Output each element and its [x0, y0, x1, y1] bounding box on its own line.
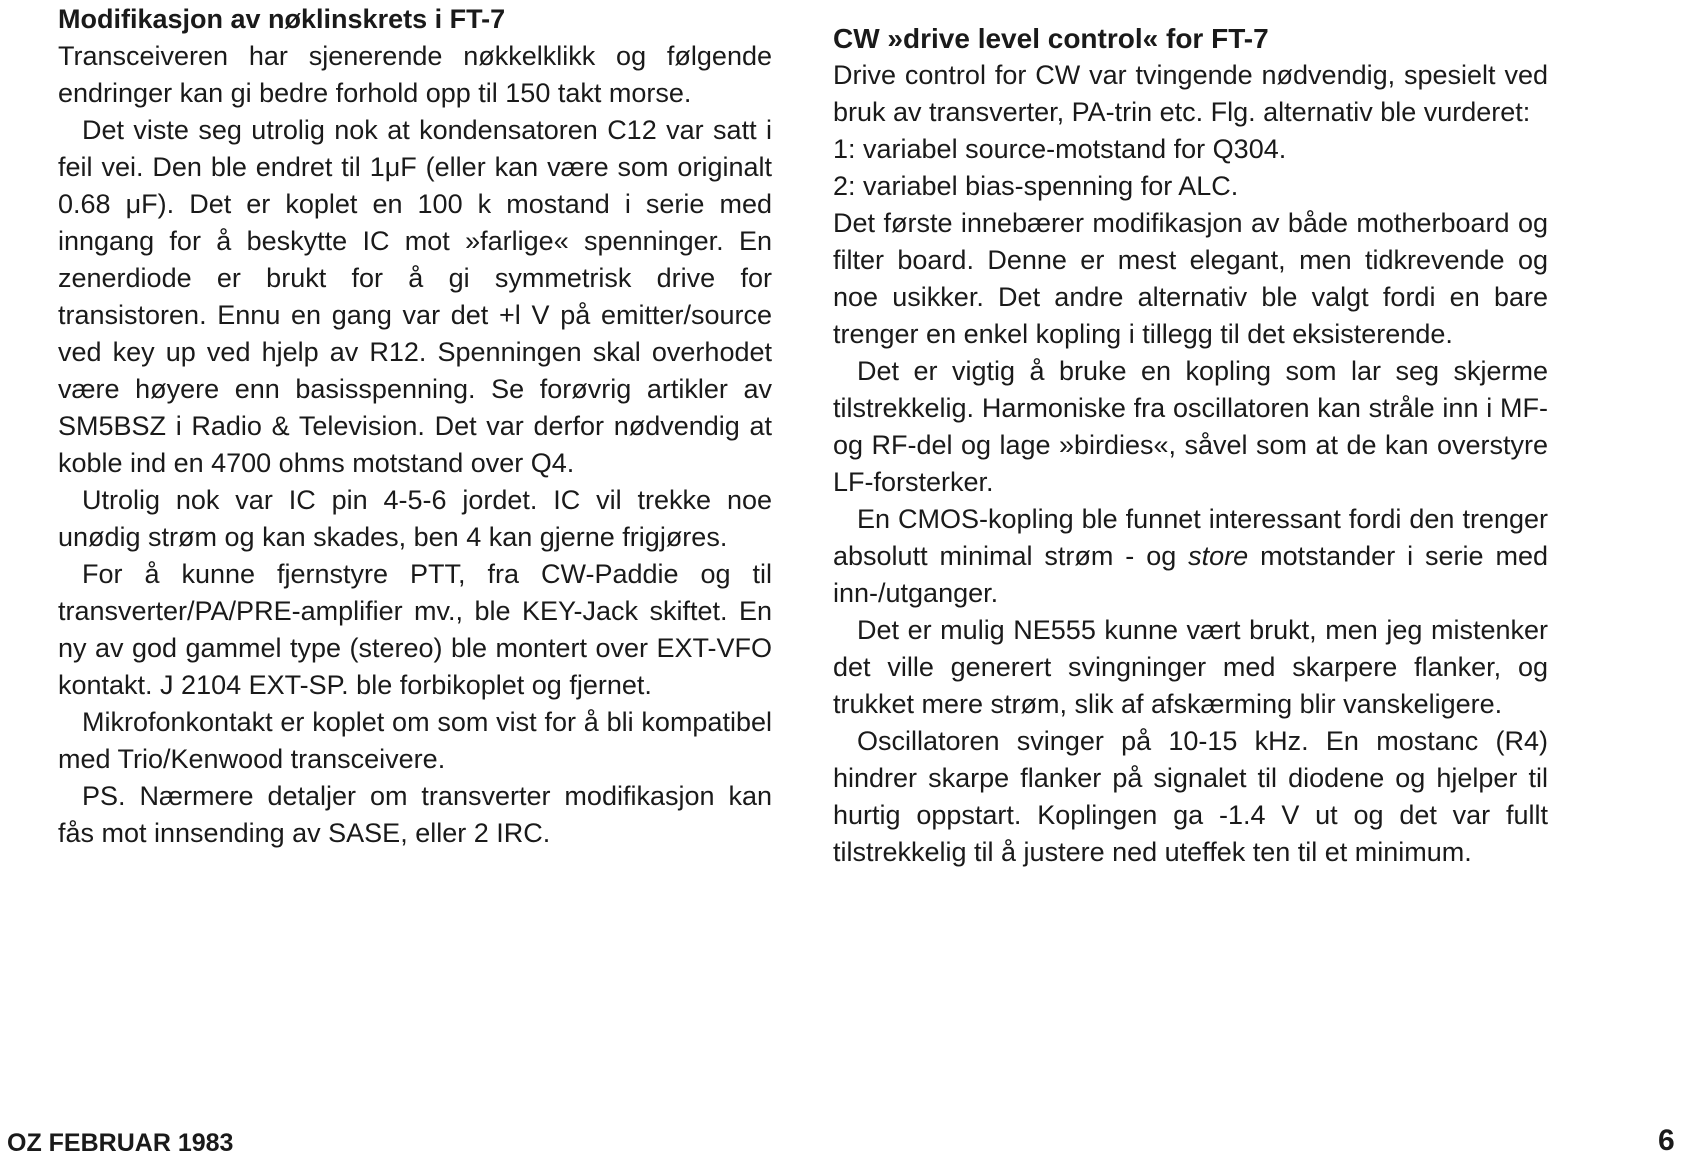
left-heading: Modifikasjon av nøklinskrets i FT-7	[58, 4, 506, 34]
right-paragraph-3-emphasis: store	[1188, 541, 1249, 571]
right-list-item-1: 1: variabel source-motstand for Q304.	[833, 134, 1287, 164]
right-paragraph-3-tail: motstander i serie med inn-/utganger.	[833, 541, 1548, 608]
left-column	[58, 0, 772, 852]
left-paragraph-3: Utrolig nok var IC pin 4-5-6 jordet. IC vil trekke noe unødig strøm og kan skades, ben 4 kan gjerne frigjøres.	[58, 485, 772, 552]
right-paragraph-2: Det er vigtig å bruke en kopling som lar seg skjerme tilstrekkelig. Harmoniske fra oscillatoren kan stråle inn i MF- og RF-del og lage »birdies«, såvel som at de kan overstyre LF-forsterker.	[833, 356, 1548, 497]
right-list-item-2: 2: variabel bias-spenning for ALC.	[833, 171, 1239, 201]
left-paragraph-5: Mikrofonkontakt er koplet om som vist for å bli kompatibel med Trio/Kenwood transceivere.	[58, 707, 772, 774]
right-paragraph-1: Det første innebærer modifikasjon av både motherboard og filter board. Denne er mest elegant, men tidkrevende og noe usikker. Det andre alternativ ble valgt fordi en bare trenger en enkel kopling i tillegg til det eksisterende.	[833, 208, 1548, 349]
right-paragraph-5: Oscillatoren svinger på 10-15 kHz. En mostanc (R4) hindrer skarpe flanker på signalet til diodene og hjelper til hurtig oppstart. Koplingen ga -1.4 V ut og det var fullt tilstrekkelig til å justere ned uteffek ten til et minimum.	[833, 726, 1548, 867]
right-paragraph-3-text: En CMOS-kopling ble funnet interessant fordi den trenger absolutt minimal strøm - og	[833, 504, 1548, 571]
left-paragraph-2: Det viste seg utrolig nok at kondensatoren C12 var satt i feil vei. Den ble endret til 1μF (eller kan være som originalt 0.68 μF). Det er koplet en 100 k mostand i serie med inngang for å beskytte IC mot »farlige« spenninger. En zenerdiode er brukt for å gi symmetrisk drive for transistoren. Ennu en gang var det +l V på emitter/source ved key up ved hjelp av R12. Spenningen skal overhodet være høyere enn basisspenning. Se forøvrig artikler av SM5BSZ i Radio & Television. Det var derfor nødvendig at koble ind en 4700 ohms motstand over Q4.	[58, 115, 772, 478]
footer-issue: OZ FEBRUAR 1983	[7, 1129, 234, 1157]
right-intro: Drive control for CW var tvingende nødvendig, spesielt ved bruk av transverter, PA-trin etc. Flg. alternativ ble vurderet:	[833, 60, 1548, 127]
page-number: 6	[1658, 1124, 1675, 1157]
right-paragraph-3	[833, 501, 1548, 612]
left-paragraph-1: Transceiveren har sjenerende nøkkelklikk og følgende endringer kan gi bedre forhold opp til 150 takt morse.	[58, 41, 772, 108]
left-paragraph-4: For å kunne fjernstyre PTT, fra CW-Paddie og til transverter/PA/PRE-amplifier mv., ble KEY-Jack skiftet. En ny av god gammel type (stereo) ble montert over EXT-VFO kontakt. J 2104 EXT-SP. ble forbikoplet og fjernet.	[58, 559, 772, 700]
right-heading: CW »drive level control« for FT-7	[833, 23, 1269, 54]
right-column	[833, 0, 1548, 871]
right-paragraph-4: Det er mulig NE555 kunne vært brukt, men jeg mistenker det ville generert svingninger med skarpere flanker, og trukket mere strøm, slik af afskærming blir vanskeligere.	[833, 615, 1548, 719]
left-paragraph-6: PS. Nærmere detaljer om transverter modifikasjon kan fås mot innsending av SASE, eller 2 IRC.	[58, 781, 772, 848]
